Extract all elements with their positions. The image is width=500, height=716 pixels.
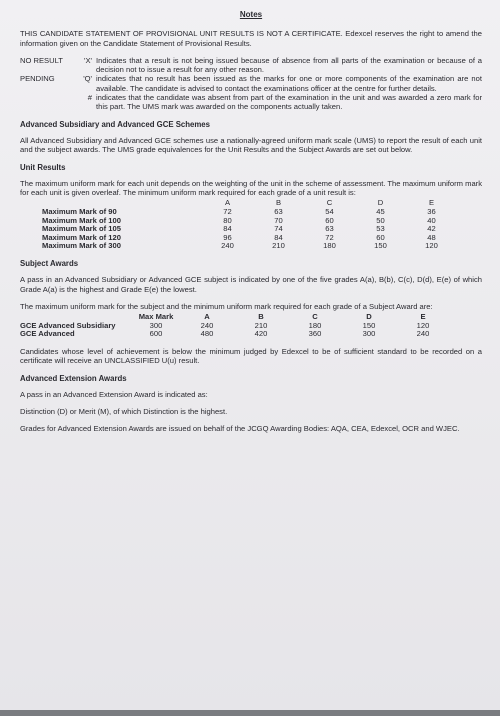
unclassified-paragraph: Candidates whose level of achievement is below the minimum judged by Edexcel to be of sufficient standard to be recorded on a certificate will receive an UNCLASSIFIED U(u) result.	[20, 346, 482, 366]
row-label: Maximum Mark of 100	[42, 215, 121, 225]
table-cell: 63	[325, 224, 334, 234]
extension-paragraph: Grades for Advanced Extension Awards are issued on behalf of the JCGQ Awarding Bodies: AQA, CEA, Edexcel, OCR and WJEC.	[20, 424, 460, 434]
table-cell: 240	[416, 329, 430, 339]
table-cell: 74	[274, 224, 283, 234]
table-cell: 240	[200, 320, 214, 330]
extension-heading: Advanced Extension Awards	[20, 373, 127, 383]
table-cell: 40	[427, 215, 436, 225]
table-cell: 48	[427, 232, 436, 242]
table-cell: 180	[308, 320, 322, 330]
schemes-heading: Advanced Subsidiary and Advanced GCE Schemes	[20, 119, 210, 129]
grade-header: D	[377, 198, 384, 208]
table-cell: 120	[416, 320, 430, 330]
table-cell: 150	[374, 241, 387, 251]
table-cell: 54	[325, 207, 334, 217]
row-label: Maximum Mark of 105	[42, 224, 121, 234]
table-row	[20, 322, 450, 331]
intro-paragraph: THIS CANDIDATE STATEMENT OF PROVISIONAL UNIT RESULTS IS NOT A CERTIFICATE. Edexcel reserves the right to amend the information given on the Candidate Statement of Provisional Results.	[20, 29, 482, 48]
table-cell: 63	[274, 207, 283, 217]
code-symbol: #	[87, 93, 92, 103]
table-cell: 96	[223, 232, 232, 242]
subject-award-table	[20, 313, 450, 339]
scan-edge	[0, 710, 500, 716]
table-cell: 600	[149, 329, 163, 339]
grade-header: A	[204, 312, 210, 322]
table-cell: 480	[200, 329, 214, 339]
table-cell: 80	[223, 215, 232, 225]
code-symbol: 'Q'	[83, 74, 92, 84]
table-cell: 70	[274, 215, 283, 225]
table-cell: 72	[223, 207, 232, 217]
subject-awards-paragraph: The maximum uniform mark for the subject and the minimum uniform mark required for each grade of a Subject Award are:	[20, 301, 433, 311]
row-label: Maximum Mark of 300	[42, 241, 121, 251]
table-row	[20, 330, 450, 339]
table-cell: 45	[376, 207, 385, 217]
extension-paragraph: A pass in an Advanced Extension Award is indicated as:	[20, 389, 208, 399]
code-description: indicates that the candidate was absent from part of the examination in the unit and was awarded a zero mark for this part. The UMS mark was awarded on the components actually taken.	[96, 93, 482, 112]
table-cell: 53	[376, 224, 385, 234]
subject-awards-heading: Subject Awards	[20, 259, 79, 269]
schemes-paragraph: All Advanced Subsidiary and Advanced GCE schemes use a nationally-agreed uniform mark scale (UMS) to report the result of each unit and the subject awards. The UMS grade equivalences for the Unit Results and the Subject Awards are set out below.	[20, 135, 482, 155]
row-label: GCE Advanced	[20, 329, 75, 339]
extension-paragraph: Distinction (D) or Merit (M), of which Distinction is the highest.	[20, 407, 228, 417]
table-cell: 210	[272, 241, 285, 251]
code-description: Indicates that a result is not being issued because of absence from all parts of the examination or because of a decision not to issue a result for any other reason.	[96, 55, 482, 75]
grade-header: C	[326, 198, 333, 208]
page-title: Notes	[239, 10, 263, 19]
code-label: PENDING	[20, 74, 55, 84]
table-cell: 240	[221, 241, 234, 251]
grade-header: E	[420, 312, 426, 322]
table-cell: 50	[376, 215, 385, 225]
unit-results-paragraph: The maximum uniform mark for each unit depends on the weighting of the unit in the scheme of assessment. The maximum uniform mark for each unit is given overleaf. The minimum uniform mark required for each grade of a unit result is:	[20, 178, 482, 198]
table-cell: 180	[323, 241, 336, 251]
table-cell: 84	[223, 224, 232, 234]
max-mark-header: Max Mark	[138, 312, 174, 322]
table-cell: 360	[308, 329, 322, 339]
grade-header: D	[366, 312, 372, 322]
grade-header: B	[275, 198, 282, 208]
row-label: Maximum Mark of 120	[42, 232, 121, 242]
unit-results-heading: Unit Results	[20, 162, 66, 172]
subject-awards-paragraph: A pass in an Advanced Subsidiary or Advanced GCE subject is indicated by one of the five grades A(a), B(b), C(c), D(d), E(e) of which Grade A(a) is the highest and Grade E(e) the lowest.	[20, 275, 482, 294]
row-label: Maximum Mark of 90	[42, 207, 117, 217]
row-label: GCE Advanced Subsidiary	[20, 320, 116, 330]
code-description: indicates that no result has been issued as the marks for one or more components of the examination are not available. The candidate is advised to contact the examinations officer at the centre for further details.	[96, 74, 482, 93]
unit-grade-table	[42, 199, 457, 251]
table-row	[42, 242, 457, 251]
grade-header: E	[428, 198, 435, 208]
table-cell: 120	[425, 241, 438, 251]
table-cell: 300	[149, 320, 163, 330]
code-symbol: 'X'	[84, 55, 92, 65]
code-label: NO RESULT	[20, 55, 63, 65]
table-cell: 36	[427, 207, 436, 217]
grade-header: C	[312, 312, 318, 322]
table-cell: 300	[362, 329, 376, 339]
table-cell: 60	[325, 215, 334, 225]
grade-header: B	[258, 312, 264, 322]
table-cell: 60	[376, 232, 385, 242]
result-codes	[20, 56, 482, 112]
table-cell: 72	[325, 232, 334, 242]
table-cell: 210	[254, 320, 268, 330]
table-cell: 42	[427, 224, 436, 234]
code-label	[20, 93, 82, 112]
table-cell: 84	[274, 232, 283, 242]
table-cell: 420	[254, 329, 268, 339]
table-cell: 150	[362, 320, 376, 330]
grade-header: A	[224, 198, 231, 208]
